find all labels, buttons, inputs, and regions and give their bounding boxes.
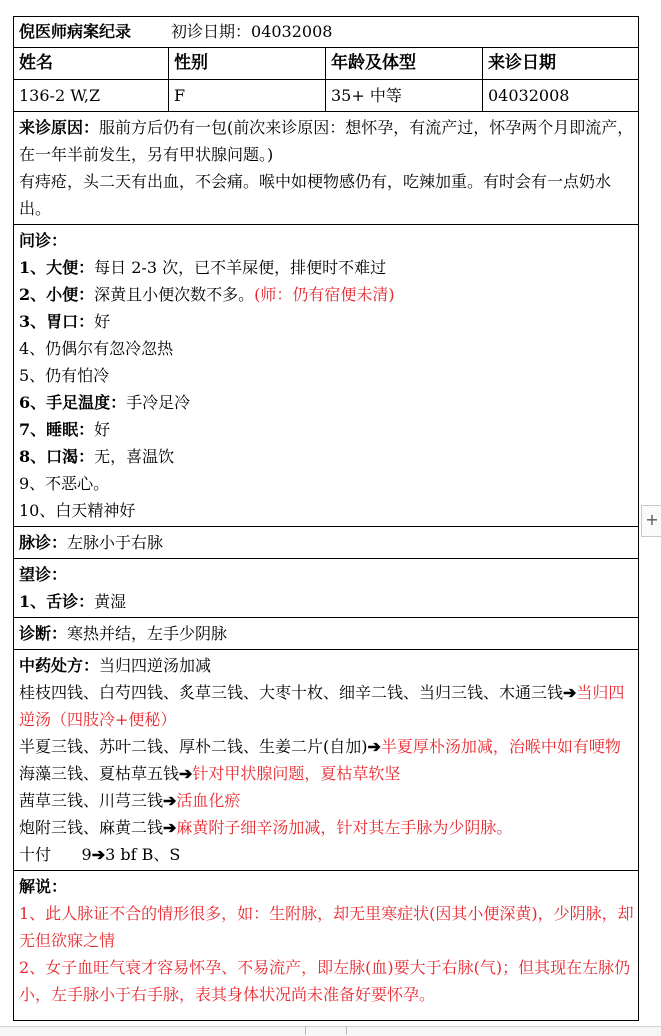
inquiry-key: 8、口渴： — [19, 447, 95, 466]
herbs-text: 桂枝四钱、白芍四钱、炙草三钱、大枣十枚、细辛二钱、当归三钱、木通三钱 — [19, 683, 564, 702]
patient-name: 136-2 W,Z — [14, 80, 169, 112]
scrollbar-thumb[interactable] — [305, 1026, 347, 1035]
inquiry-item — [19, 362, 634, 389]
info-value-row — [14, 80, 639, 112]
reason-text-1: 服前方后仍有一包(前次来诊原因：想怀孕，有流产过，怀孕两个月即流产，在一年半前发生，另有甲状腺问题。) — [19, 118, 634, 164]
patient-age-build: 35+ 中等 — [326, 80, 483, 112]
explanation-section — [14, 871, 639, 1021]
info-header-row — [14, 48, 639, 80]
herbs-text: 茜草三钱、川芎三钱 — [19, 791, 164, 810]
reason-section — [14, 112, 639, 225]
prescription-line — [19, 787, 634, 814]
prescription-label: 中药处方： — [19, 656, 100, 675]
inquiry-text: 5、仍有怕冷 — [19, 366, 110, 385]
arrow-icon: ➔ — [179, 764, 193, 783]
prescription-note: 活血化瘀 — [176, 791, 241, 810]
inquiry-text: 无，喜温饮 — [94, 447, 175, 466]
dosage-from: 9 — [81, 845, 92, 864]
inquiry-text: 9、不恶心。 — [19, 474, 110, 493]
reason-text-2: 有痔疮，头二天有出血，不会痛。喉中如梗物感仍有，吃辣加重。有时会有一点奶水出。 — [19, 172, 612, 218]
inquiry-key: 3、胃口： — [19, 312, 95, 331]
inquiry-item — [19, 470, 634, 497]
plus-icon[interactable]: + — [641, 505, 661, 537]
tongue-key: 1、舌诊： — [19, 592, 95, 611]
inquiry-item — [19, 335, 634, 362]
teacher-note: (师：仍有宿便未清) — [254, 285, 395, 304]
inquiry-text: 每日 2-3 次，已不羊屎便，排便时不难过 — [94, 258, 387, 277]
patient-sex: F — [169, 80, 326, 112]
inquiry-key: 7、睡眠： — [19, 420, 95, 439]
prescription-note: 当归四逆汤（四肢冷+便秘） — [19, 683, 625, 729]
prescription-formula: 当归四逆汤加减 — [99, 656, 212, 675]
visit-date-header: 来诊日期 — [483, 48, 639, 80]
herbs-text: 半夏三钱、苏叶二钱、厚朴二钱、生姜二片(自加) — [19, 737, 368, 756]
inquiry-key: 6、手足温度： — [19, 393, 127, 412]
prescription-line — [19, 814, 634, 841]
age-header: 年龄及体型 — [326, 48, 483, 80]
diagnosis-text: 寒热并结，左手少阴脉 — [67, 624, 228, 643]
dosage-to: 3 bf B、S — [105, 845, 181, 864]
case-record-table — [13, 16, 639, 1021]
arrow-icon: ➔ — [163, 818, 177, 837]
diagnosis-label: 诊断： — [19, 624, 68, 643]
prescription-line — [19, 733, 634, 760]
inquiry-text: 深黄且小便次数不多。 — [94, 285, 255, 304]
inquiry-text: 好 — [94, 420, 111, 439]
tongue-text: 黄湿 — [94, 592, 127, 611]
patient-visit-date: 04032008 — [483, 80, 639, 112]
inquiry-label: 问诊： — [19, 231, 68, 250]
prescription-line — [19, 760, 634, 787]
explanation-item: 2、女子血旺气衰才容易怀孕、不易流产，即左脉(血)要大于右脉(气)；但其现在左脉仍小，左手脉小于右手脉，表其身体状况尚未准备好要怀孕。 — [19, 958, 631, 1004]
arrow-icon: ➔ — [91, 845, 106, 864]
inquiry-item — [19, 389, 634, 416]
inquiry-key: 1、大便： — [19, 258, 95, 277]
inquiry-text: 10、白天精神好 — [19, 501, 136, 520]
herbs-text: 海藻三钱、夏枯草五钱 — [19, 764, 180, 783]
arrow-icon: ➔ — [563, 683, 577, 702]
pulse-section — [14, 527, 639, 559]
inquiry-text: 好 — [94, 312, 111, 331]
prescription-note: 半夏厚朴汤加减，治喉中如有哽物 — [380, 737, 621, 756]
dosage-count: 十付 — [19, 845, 52, 864]
inquiry-item — [19, 443, 634, 470]
pulse-label: 脉诊： — [19, 533, 68, 552]
explanation-label: 解说： — [19, 877, 68, 896]
inquiry-item — [19, 497, 634, 524]
diagnosis-section — [14, 618, 639, 650]
inquiry-key: 2、小便： — [19, 285, 95, 304]
explanation-item: 1、此人脉证不合的情形很多，如：生附脉，却无里寒症状(因其小便深黄)，少阴脉，却无但欲寐之情 — [19, 904, 634, 950]
first-visit-date: 初诊日期：04032008 — [171, 22, 333, 41]
name-header: 姓名 — [14, 48, 169, 80]
title-row — [14, 17, 639, 48]
inquiry-item — [19, 254, 634, 281]
observation-section — [14, 559, 639, 618]
prescription-note: 麻黄附子细辛汤加减，针对其左手脉为少阴脉。 — [176, 818, 513, 837]
inquiry-section — [14, 225, 639, 527]
observation-label: 望诊： — [19, 565, 68, 584]
inquiry-text: 4、仍偶尔有忽冷忽热 — [19, 339, 174, 358]
inquiry-item — [19, 308, 634, 335]
inquiry-item — [19, 281, 634, 308]
prescription-note: 针对甲状腺问题，夏枯草软坚 — [192, 764, 401, 783]
arrow-icon: ➔ — [163, 791, 177, 810]
reason-label: 来诊原因： — [19, 118, 100, 137]
prescription-line — [19, 679, 634, 733]
inquiry-text: 手冷足冷 — [126, 393, 191, 412]
arrow-icon: ➔ — [367, 737, 381, 756]
prescription-section — [14, 650, 639, 871]
herbs-text: 炮附三钱、麻黄二钱 — [19, 818, 164, 837]
inquiry-item — [19, 416, 634, 443]
case-record-document — [13, 16, 638, 1021]
dosage-line — [19, 841, 634, 868]
pulse-text: 左脉小于右脉 — [67, 533, 164, 552]
record-title: 倪医师病案纪录 — [19, 22, 132, 41]
sex-header: 性别 — [169, 48, 326, 80]
